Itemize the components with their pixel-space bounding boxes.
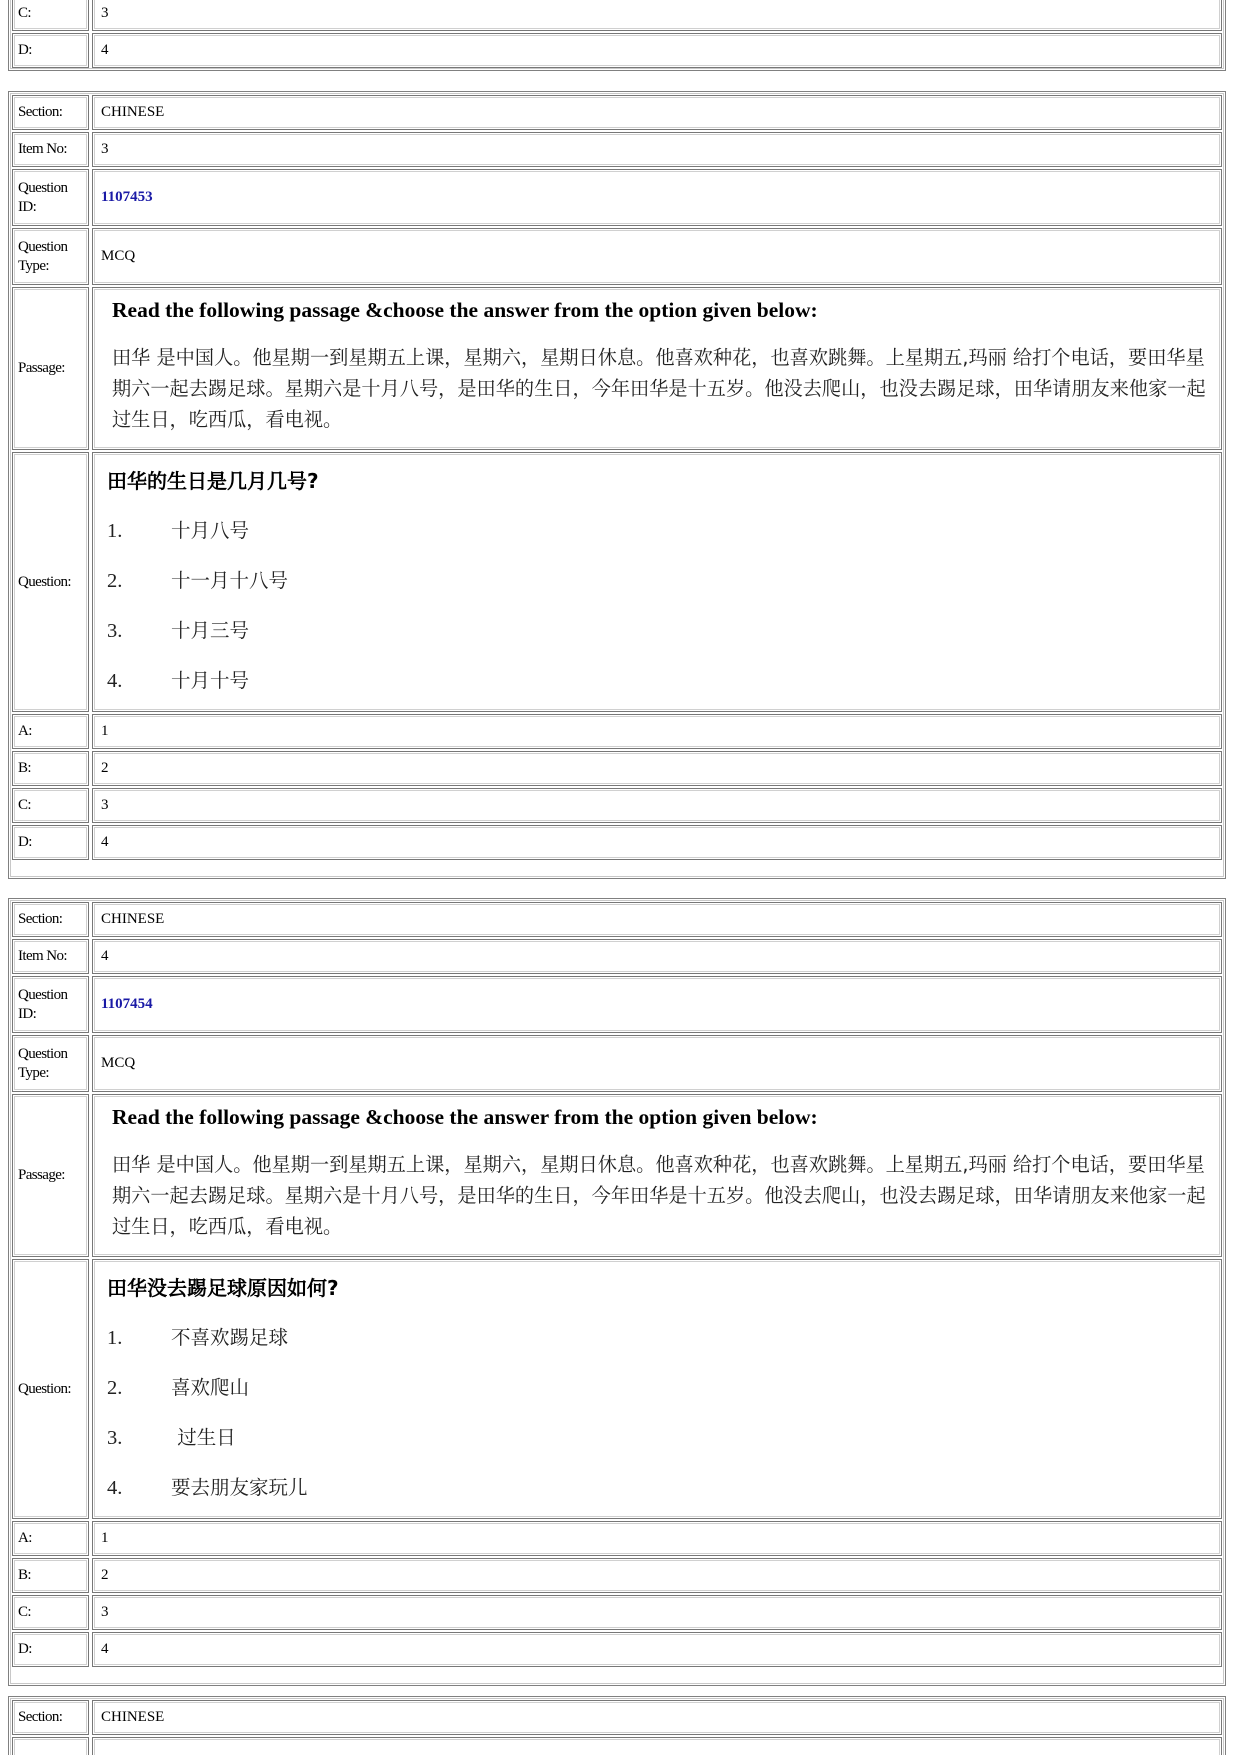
item-no-value-empty xyxy=(92,1737,1222,1755)
section-row xyxy=(12,902,1222,937)
question-id-cell xyxy=(92,976,1222,1033)
answer-b-label: B: xyxy=(12,751,89,786)
section-row xyxy=(12,95,1222,130)
option-1-number: 1. xyxy=(107,520,123,542)
option-3 xyxy=(107,615,249,643)
answer-d-label: D: xyxy=(12,33,89,68)
option-2 xyxy=(107,1372,249,1400)
option-4 xyxy=(107,1472,308,1500)
passage-text: 田华 是中国人。他星期一到星期五上课，星期六，星期日休息。他喜欢种花，也喜欢跳舞。上星期五,玛丽 给打个电话，要田华星期六一起去踢足球。星期六是十月八号，是田华的生日，今年田华是十五岁。他没去爬山，也没去踢足球，田华请朋友来他家一起过生日，吃西瓜，看电视。 xyxy=(112,1153,1206,1238)
passage-row xyxy=(12,287,1222,450)
option-2-text: 喜欢爬山 xyxy=(171,1376,250,1399)
option-3 xyxy=(107,1422,236,1450)
answer-d-value: 4 xyxy=(92,33,1222,68)
passage-label: Passage: xyxy=(12,287,89,450)
answer-row-b xyxy=(12,751,1222,786)
option-2-number: 2. xyxy=(107,570,123,592)
question-text: 田华的生日是几月几号? xyxy=(107,469,319,493)
answer-b-value: 2 xyxy=(92,751,1222,786)
item-no-row xyxy=(12,132,1222,167)
item-no-label: Item No: xyxy=(12,939,89,974)
question-id-label: Question ID: xyxy=(12,169,89,226)
answer-row-d xyxy=(12,33,1222,68)
question-table-item-3 xyxy=(8,91,1226,879)
item-no-label: Item No: xyxy=(12,132,89,167)
section-value: CHINESE xyxy=(92,1700,1222,1735)
question-id-value: 1107454 xyxy=(101,996,153,1012)
question-cell xyxy=(92,1259,1222,1519)
answer-c-label: C: xyxy=(12,1595,89,1630)
option-1-number: 1. xyxy=(107,1327,123,1349)
option-3-number: 3. xyxy=(107,1427,123,1449)
section-value: CHINESE xyxy=(92,95,1222,130)
answer-d-label: D: xyxy=(12,825,89,860)
item-no-row xyxy=(12,939,1222,974)
option-4-text: 十月十号 xyxy=(171,669,250,692)
section-label: Section: xyxy=(12,902,89,937)
answer-a-value: 1 xyxy=(92,714,1222,749)
answer-c-label: C: xyxy=(12,788,89,823)
answer-row-c xyxy=(12,788,1222,823)
section-label: Section: xyxy=(12,1700,89,1735)
question-type-row xyxy=(12,228,1222,285)
question-id-label: Question ID: xyxy=(12,976,89,1033)
option-4-number: 4. xyxy=(107,1477,123,1499)
question-id-value: 1107453 xyxy=(101,189,153,205)
option-2-number: 2. xyxy=(107,1377,123,1399)
section-label: Section: xyxy=(12,95,89,130)
passage-instruction: Read the following passage &choose the answer from the option given below: xyxy=(112,1105,818,1129)
passage-cell xyxy=(92,1094,1222,1257)
option-4-number: 4. xyxy=(107,670,123,692)
option-2 xyxy=(107,565,288,593)
answer-row-c xyxy=(12,1595,1222,1630)
question-cell xyxy=(92,452,1222,712)
passage-instruction: Read the following passage &choose the answer from the option given below: xyxy=(112,298,818,322)
item-no-label-empty xyxy=(12,1737,89,1755)
answer-c-value: 3 xyxy=(92,788,1222,823)
item-no-value: 3 xyxy=(92,132,1222,167)
question-text: 田华没去踢足球原因如何? xyxy=(107,1276,339,1300)
question-label: Question: xyxy=(12,1259,89,1519)
option-4-text: 要去朋友家玩儿 xyxy=(171,1476,308,1499)
option-3-number: 3. xyxy=(107,620,123,642)
option-1 xyxy=(107,1322,288,1350)
question-type-label: Question Type: xyxy=(12,1035,89,1092)
question-label: Question: xyxy=(12,452,89,712)
answer-c-value: 3 xyxy=(92,1595,1222,1630)
passage-label: Passage: xyxy=(12,1094,89,1257)
question-type-row xyxy=(12,1035,1222,1092)
answer-row-a xyxy=(12,714,1222,749)
option-2-text: 十一月十八号 xyxy=(171,569,289,592)
passage-text: 田华 是中国人。他星期一到星期五上课，星期六，星期日休息。他喜欢种花，也喜欢跳舞。上星期五,玛丽 给打个电话，要田华星期六一起去踢足球。星期六是十月八号，是田华的生日，今年田华是十五岁。他没去爬山，也没去踢足球，田华请朋友来他家一起过生日，吃西瓜，看电视。 xyxy=(112,346,1206,431)
answer-row-c xyxy=(12,0,1222,31)
option-1-text: 十月八号 xyxy=(171,519,250,542)
option-3-text: 十月三号 xyxy=(171,619,250,642)
question-row xyxy=(12,1259,1222,1519)
answer-b-value: 2 xyxy=(92,1558,1222,1593)
question-id-row xyxy=(12,169,1222,226)
answer-d-value: 4 xyxy=(92,1632,1222,1667)
answer-row-d xyxy=(12,825,1222,860)
answer-c-label: C: xyxy=(12,0,89,31)
passage-row xyxy=(12,1094,1222,1257)
question-table-item-4 xyxy=(8,898,1226,1686)
question-table-partial-top xyxy=(8,0,1226,71)
question-id-row xyxy=(12,976,1222,1033)
answer-d-value: 4 xyxy=(92,825,1222,860)
answer-a-label: A: xyxy=(12,1521,89,1556)
section-value: CHINESE xyxy=(92,902,1222,937)
question-table-partial-bottom xyxy=(8,1696,1226,1755)
answer-a-label: A: xyxy=(12,714,89,749)
question-row xyxy=(12,452,1222,712)
answer-d-label: D: xyxy=(12,1632,89,1667)
item-no-value: 4 xyxy=(92,939,1222,974)
question-id-cell xyxy=(92,169,1222,226)
question-type-value: MCQ xyxy=(92,1035,1222,1092)
option-1 xyxy=(107,515,249,543)
option-4 xyxy=(107,665,249,693)
answer-a-value: 1 xyxy=(92,1521,1222,1556)
answer-row-b xyxy=(12,1558,1222,1593)
answer-row-d xyxy=(12,1632,1222,1667)
option-1-text: 不喜欢踢足球 xyxy=(171,1326,289,1349)
section-row xyxy=(12,1700,1222,1735)
answer-b-label: B: xyxy=(12,1558,89,1593)
passage-cell xyxy=(92,287,1222,450)
option-3-text: 过生日 xyxy=(171,1426,236,1449)
question-type-value: MCQ xyxy=(92,228,1222,285)
answer-row-a xyxy=(12,1521,1222,1556)
item-no-row-partial xyxy=(12,1737,1222,1755)
answer-c-value: 3 xyxy=(92,0,1222,31)
question-type-label: Question Type: xyxy=(12,228,89,285)
